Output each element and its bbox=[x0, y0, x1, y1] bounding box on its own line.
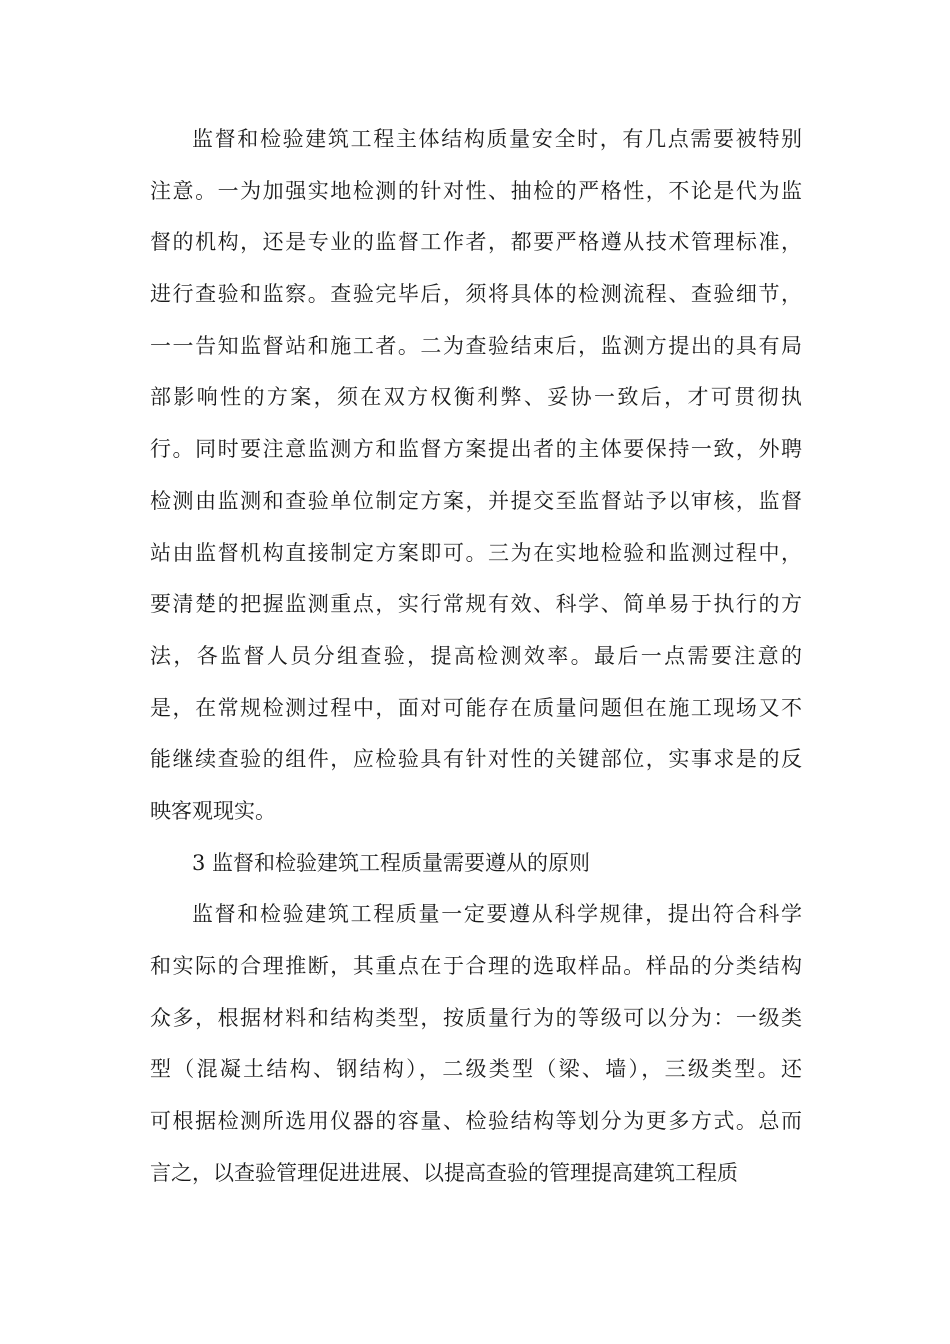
paragraph-1-line-2: 注意。一为加强实地检测的针对性、抽检的严格性，不论是代为监 bbox=[150, 178, 802, 203]
paragraph-1-line-10: 要清楚的把握监测重点，实行常规有效、科学、简单易于执行的方 bbox=[150, 592, 802, 617]
paragraph-1-line-12: 是，在常规检测过程中，面对可能存在质量问题但在施工现场又不 bbox=[150, 695, 802, 720]
paragraph-2-line-5: 可根据检测所选用仪器的容量、检验结构等划分为更多方式。总而 bbox=[150, 1109, 802, 1134]
paragraph-2-line-1: 监督和检验建筑工程质量一定要遵从科学规律，提出符合科学 bbox=[192, 902, 802, 927]
paragraph-1-line-5: 一一告知监督站和施工者。二为查验结束后，监测方提出的具有局 bbox=[150, 333, 802, 358]
paragraph-1-line-9: 站由监督机构直接制定方案即可。三为在实地检验和监测过程中， bbox=[150, 540, 802, 565]
paragraph-2-line-6: 言之，以查验管理促进进展、以提高查验的管理提高建筑工程质 bbox=[150, 1160, 738, 1185]
paragraph-1-line-7: 行。同时要注意监测方和监督方案提出者的主体要保持一致，外聘 bbox=[150, 437, 802, 462]
paragraph-1-line-11: 法，各监督人员分组查验，提高检测效率。最后一点需要注意的 bbox=[150, 643, 802, 668]
paragraph-1-line-6: 部影响性的方案，须在双方权衡利弊、妥协一致后，才可贯彻执 bbox=[150, 385, 802, 410]
document-body bbox=[150, 114, 802, 1199]
paragraph-1-line-8: 检测由监测和查验单位制定方案，并提交至监督站予以审核，监督 bbox=[150, 488, 802, 513]
paragraph-1-line-4: 进行查验和监察。查验完毕后，须将具体的检测流程、查验细节， bbox=[150, 282, 802, 307]
paragraph-1-line-1: 监督和检验建筑工程主体结构质量安全时，有几点需要被特别 bbox=[192, 127, 802, 151]
section-heading: 3 监督和检验建筑工程质量需要遵从的原则 bbox=[192, 850, 591, 875]
paragraph-2-line-4: 型（混凝土结构、钢结构），二级类型（梁、墙），三级类型。还 bbox=[150, 1057, 802, 1082]
paragraph-1-line-14: 映客观现实。 bbox=[150, 798, 276, 823]
paragraph-1-line-3: 督的机构，还是专业的监督工作者，都要严格遵从技术管理标准， bbox=[150, 230, 802, 255]
paragraph-2-line-3: 众多，根据材料和结构类型，按质量行为的等级可以分为：一级类 bbox=[150, 1005, 802, 1030]
paragraph-2-line-2: 和实际的合理推断，其重点在于合理的选取样品。样品的分类结构 bbox=[150, 954, 802, 978]
paragraph-1-line-13: 能继续查验的组件，应检验具有针对性的关键部位，实事求是的反 bbox=[150, 747, 802, 772]
